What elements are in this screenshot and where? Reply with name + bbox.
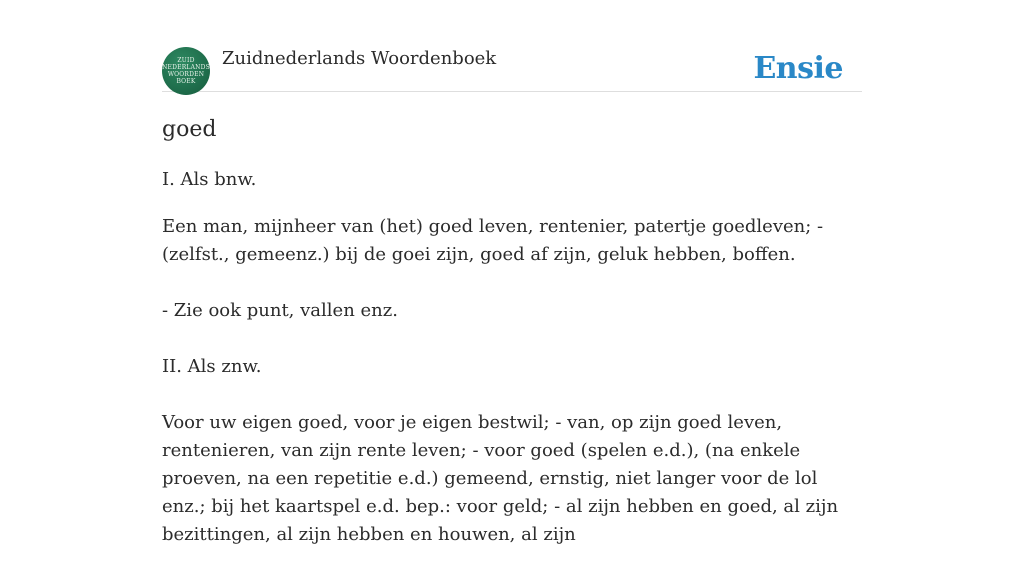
logo-text-line: ZUID bbox=[177, 57, 195, 64]
site-logo[interactable] bbox=[162, 47, 210, 95]
entry-paragraph: - Zie ook punt, vallen enz. bbox=[162, 300, 398, 321]
site-header bbox=[162, 45, 862, 92]
paragraph-spacer bbox=[162, 288, 862, 297]
paragraph-spacer bbox=[162, 344, 862, 353]
dictionary-title-link[interactable]: Zuidnederlands Woordenboek bbox=[222, 48, 497, 69]
paragraph-spacer bbox=[162, 400, 862, 409]
entry-paragraph: I. Als bnw. bbox=[162, 169, 257, 190]
entry-content bbox=[162, 114, 862, 568]
entry-paragraph: II. Als znw. bbox=[162, 356, 262, 377]
logo-text-line: WOORDEN bbox=[167, 71, 205, 78]
logo-text-line: BOEK bbox=[176, 78, 196, 85]
entry-paragraph: Een man, mijnheer van (het) goed leven, rentenier, patertje goedleven; - (zelfst., gemeenz.) bij de goei zijn, goed af zijn, geluk hebben, boffen. bbox=[162, 216, 824, 265]
entry-headword: goed bbox=[162, 117, 217, 142]
entry-paragraph: Voor uw eigen goed, voor je eigen bestwil; - van, op zijn goed leven, rentenieren, van zijn rente leven; - voor goed (spelen e.d.), (na enkele proeven, na een repetitie e.d.) gemeend, ernstig, niet langer voor de lol enz.; bij het kaartspel e.d. bep.: voor geld; - al zijn hebben en goed, al zijn bezittingen, al zijn hebben en houwen, al zijn bbox=[162, 412, 839, 545]
logo-text-line: NEDERLANDS bbox=[162, 64, 210, 71]
ensie-brand-logo[interactable]: Ensie bbox=[753, 51, 843, 86]
